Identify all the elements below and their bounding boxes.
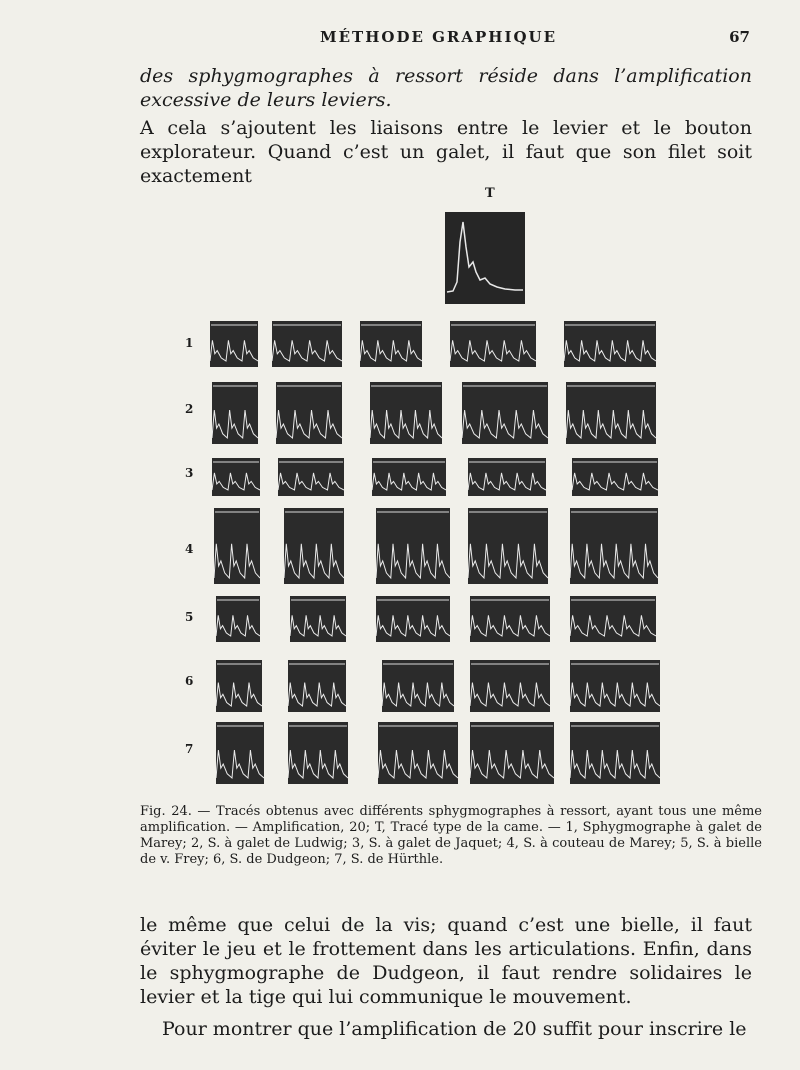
trace-panel-row5-3 bbox=[376, 596, 450, 642]
trace-panel-row6-2 bbox=[288, 660, 346, 712]
trace-panel-row1-5 bbox=[564, 321, 656, 367]
paragraph-4: Pour montrer que l’amplification de 20 suffit pour inscrire le bbox=[162, 1018, 747, 1040]
cam-trace-curve bbox=[445, 212, 525, 304]
figure-label-t: T bbox=[485, 186, 495, 201]
row-label-3: 3 bbox=[185, 466, 194, 480]
trace-panel-row7-3 bbox=[378, 722, 458, 784]
trace-panel-row6-5 bbox=[570, 660, 660, 712]
trace-panel-row6-1 bbox=[216, 660, 262, 712]
trace-panel-row3-2 bbox=[278, 458, 344, 496]
trace-panel-row3-4 bbox=[468, 458, 546, 496]
row-label-1: 1 bbox=[185, 336, 194, 350]
trace-panel-row2-4 bbox=[462, 382, 548, 444]
paragraph-2: A cela s’ajoutent les liaisons entre le levier et le bouton explorateur. Quand c’est un galet, il faut que son filet soit exactement bbox=[140, 117, 752, 187]
trace-panel-row1-1 bbox=[210, 321, 258, 367]
trace-panel-row4-1 bbox=[214, 508, 260, 584]
trace-panel-row1-4 bbox=[450, 321, 536, 367]
trace-panel-row5-5 bbox=[570, 596, 656, 642]
trace-panel-row4-4 bbox=[468, 508, 548, 584]
trace-panel-row4-3 bbox=[376, 508, 450, 584]
trace-panel-row2-2 bbox=[276, 382, 342, 444]
trace-panel-row3-3 bbox=[372, 458, 446, 496]
trace-panel-row7-1 bbox=[216, 722, 264, 784]
running-header bbox=[140, 28, 750, 52]
trace-panel-row6-4 bbox=[470, 660, 550, 712]
trace-panel-row7-5 bbox=[570, 722, 660, 784]
trace-panel-row5-2 bbox=[290, 596, 346, 642]
trace-panel-row6-3 bbox=[382, 660, 454, 712]
trace-panel-row3-5 bbox=[572, 458, 658, 496]
page-number: 67 bbox=[729, 28, 750, 46]
header-title: MÉTHODE GRAPHIQUE bbox=[320, 28, 558, 46]
trace-panel-row7-4 bbox=[470, 722, 554, 784]
trace-panel-row2-1 bbox=[212, 382, 258, 444]
trace-panel-row2-5 bbox=[566, 382, 656, 444]
row-label-4: 4 bbox=[185, 542, 194, 556]
paragraph-1: des sphygmographes à ressort réside dans l’amplification excessive de leurs leviers. bbox=[140, 65, 752, 111]
row-label-2: 2 bbox=[185, 402, 194, 416]
trace-panel-row5-4 bbox=[470, 596, 550, 642]
trace-panel-row1-3 bbox=[360, 321, 422, 367]
trace-panel-row5-1 bbox=[216, 596, 260, 642]
figure-caption: Fig. 24. — Tracés obtenus avec différents sphygmographes à ressort, ayant tous une même amplification. — Amplification, 20; T, Tracé type de la came. — 1, Sphygmographe à galet de Marey; 2, S. à galet de Ludwig; 3, S. à galet de Jaquet; 4, S. à couteau de Marey; 5, S. à bielle de v. Frey; 6, S. de Dudgeon; 7, S. de Hürthle. bbox=[140, 804, 762, 867]
cam-trace-panel bbox=[445, 212, 525, 304]
trace-panel-row3-1 bbox=[212, 458, 260, 496]
row-label-7: 7 bbox=[185, 742, 194, 756]
trace-panel-row1-2 bbox=[272, 321, 342, 367]
row-label-5: 5 bbox=[185, 610, 194, 624]
trace-panel-row2-3 bbox=[370, 382, 442, 444]
row-label-6: 6 bbox=[185, 674, 194, 688]
trace-panel-row4-2 bbox=[284, 508, 344, 584]
trace-panel-row4-5 bbox=[570, 508, 658, 584]
trace-panel-row7-2 bbox=[288, 722, 348, 784]
figure-24 bbox=[180, 186, 680, 786]
paragraph-3: le même que celui de la vis; quand c’est une bielle, il faut éviter le jeu et le frottement dans les articulations. Enfin, dans le sphygmographe de Dudgeon, il faut rendre solidaires le levier et la tige qui lui communique le mouvement. bbox=[140, 914, 752, 1008]
